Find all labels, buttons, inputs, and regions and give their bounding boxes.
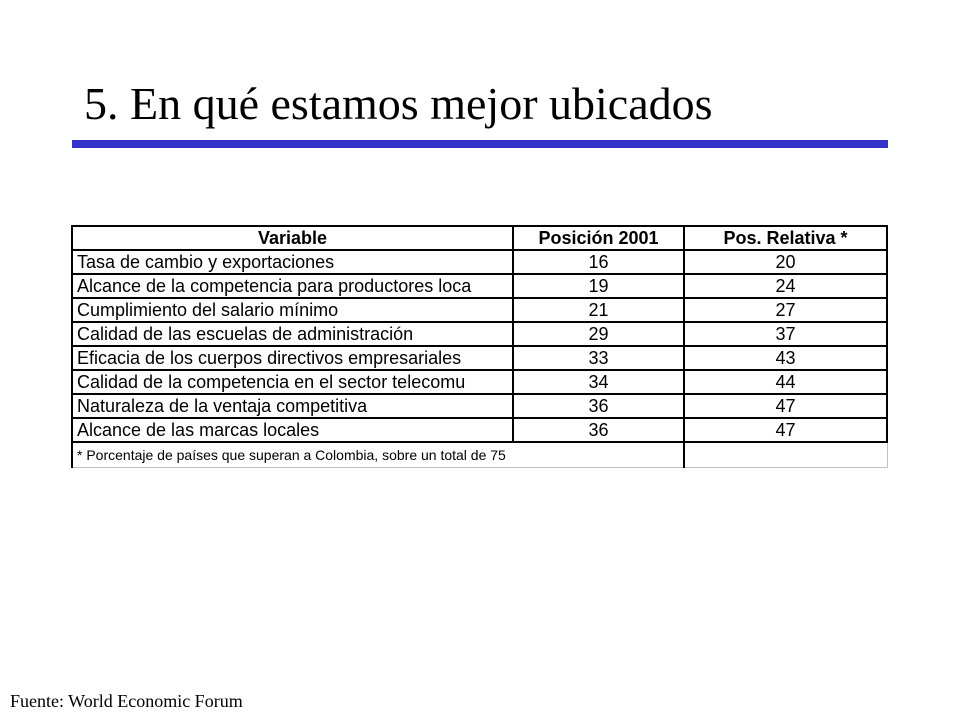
cell-variable: Cumplimiento del salario mínimo	[72, 298, 513, 322]
cell-relativa: 43	[684, 346, 887, 370]
table-row	[72, 370, 887, 394]
table-row	[72, 394, 887, 418]
table-row	[72, 250, 887, 274]
cell-relativa: 27	[684, 298, 887, 322]
cell-variable: Tasa de cambio y exportaciones	[72, 250, 513, 274]
cell-relativa: 20	[684, 250, 887, 274]
cell-posicion: 34	[513, 370, 684, 394]
table-header-row	[72, 226, 887, 250]
table-row	[72, 322, 887, 346]
cell-posicion: 33	[513, 346, 684, 370]
cell-posicion: 21	[513, 298, 684, 322]
cell-variable: Naturaleza de la ventaja competitiva	[72, 394, 513, 418]
cell-posicion: 36	[513, 418, 684, 442]
table-row	[72, 418, 887, 442]
header-posicion-relativa: Pos. Relativa *	[684, 226, 887, 250]
cell-relativa: 24	[684, 274, 887, 298]
title-underline-rule	[72, 140, 888, 148]
header-variable: Variable	[72, 226, 513, 250]
table-row	[72, 298, 887, 322]
cell-relativa: 47	[684, 418, 887, 442]
footnote-row	[72, 442, 887, 468]
cell-posicion: 36	[513, 394, 684, 418]
table-footnote: * Porcentaje de países que superan a Colombia, sobre un total de 75	[72, 442, 684, 468]
header-posicion-2001: Posición 2001	[513, 226, 684, 250]
cell-variable: Calidad de la competencia en el sector telecomu	[72, 370, 513, 394]
source-caption: Fuente: World Economic Forum	[10, 691, 243, 711]
cell-posicion: 29	[513, 322, 684, 346]
slide-title: 5. En qué estamos mejor ubicados	[84, 78, 713, 129]
cell-variable: Calidad de las escuelas de administración	[72, 322, 513, 346]
cell-relativa: 37	[684, 322, 887, 346]
cell-posicion: 16	[513, 250, 684, 274]
cell-posicion: 19	[513, 274, 684, 298]
cell-relativa: 44	[684, 370, 887, 394]
cell-relativa: 47	[684, 394, 887, 418]
cell-variable: Alcance de las marcas locales	[72, 418, 513, 442]
empty-cell	[684, 442, 887, 468]
cell-variable: Eficacia de los cuerpos directivos empresariales	[72, 346, 513, 370]
table-row	[72, 274, 887, 298]
ranking-table	[71, 225, 888, 468]
cell-variable: Alcance de la competencia para productores loca	[72, 274, 513, 298]
table-row	[72, 346, 887, 370]
